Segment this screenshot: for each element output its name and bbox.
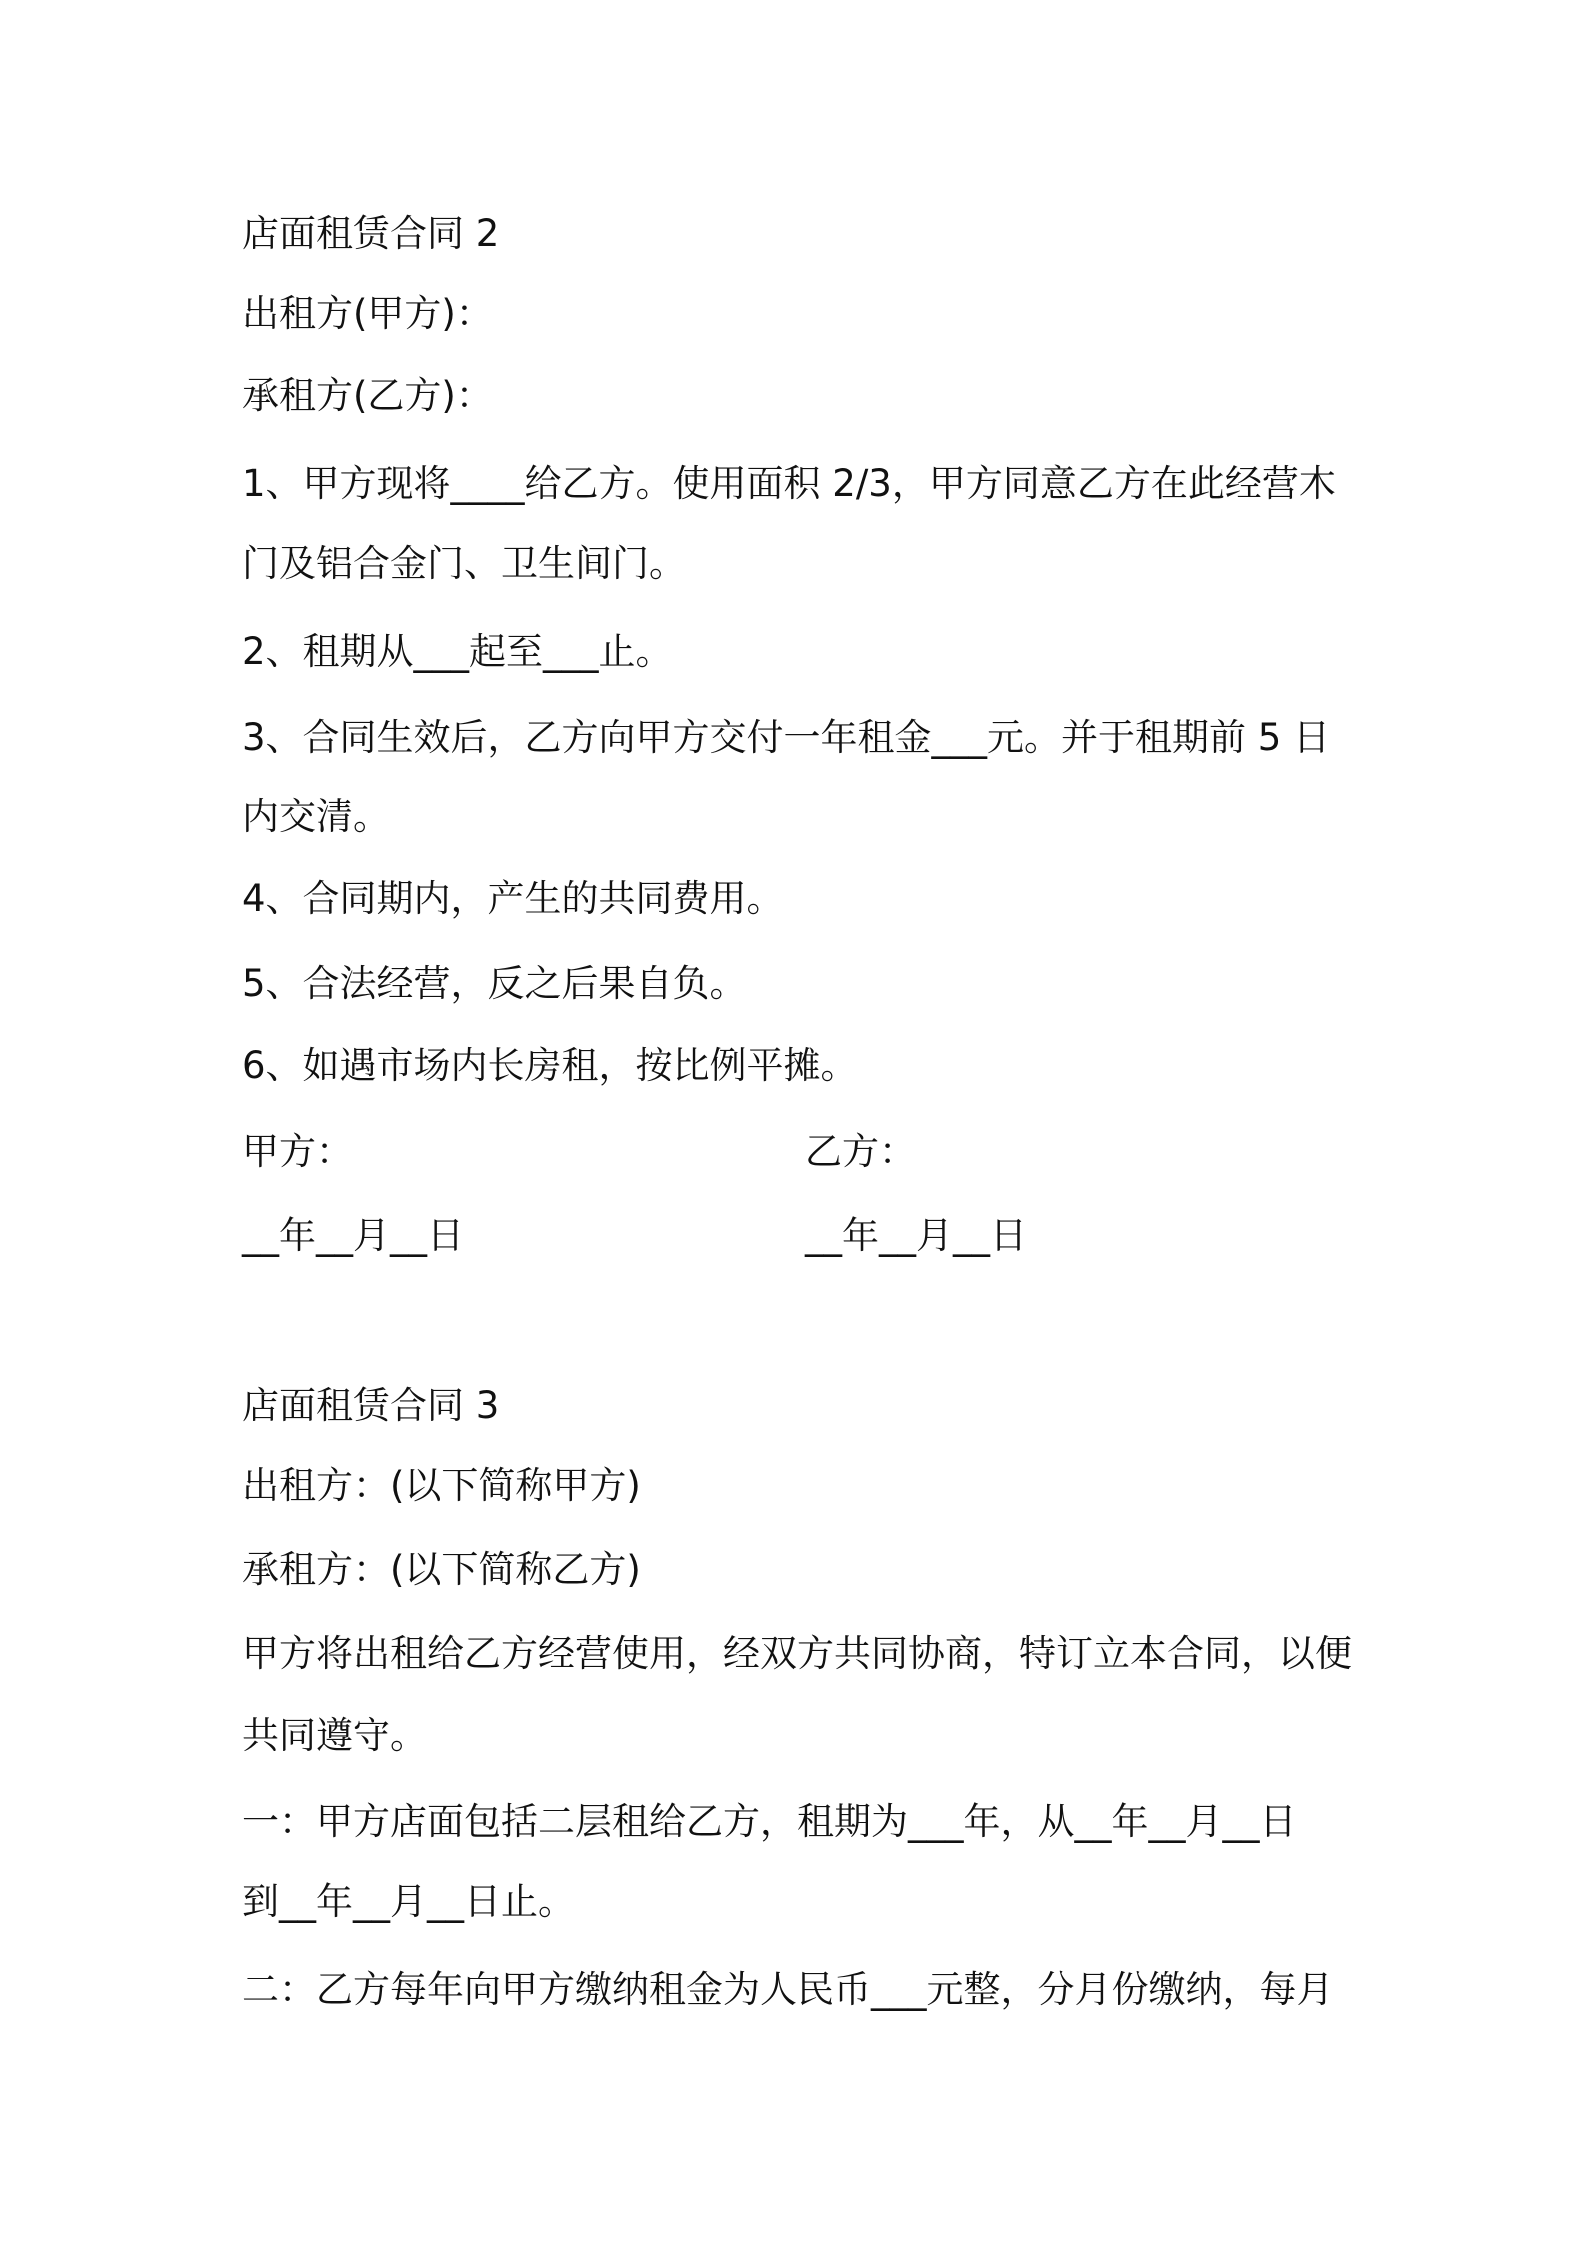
clause5: 5、合法经营，反之后果自负。 [242, 962, 747, 1005]
contract2-title: 店面租赁合同 2 [242, 212, 500, 255]
clause3-line2: 内交清。 [242, 795, 390, 838]
contract2-lessor: 出租方(甲方)： [242, 292, 493, 335]
date-party-b: __年__月__日 [805, 1214, 1027, 1257]
contract3-lessor: 出租方：(以下简称甲方) [242, 1464, 641, 1507]
contract3-intro-line1: 甲方将出租给乙方经营使用，经双方共同协商，特订立本合同，以便 [242, 1632, 1352, 1675]
clause6: 6、如遇市场内长房租，按比例平摊。 [242, 1044, 858, 1087]
article2-line1: 二：乙方每年向甲方缴纳租金为人民币___元整，分月份缴纳，每月 [242, 1968, 1334, 2011]
contract3-lessee: 承租方：(以下简称乙方) [242, 1548, 641, 1591]
clause2: 2、租期从___起至___止。 [242, 630, 673, 673]
signature-party-a: 甲方： [242, 1130, 353, 1173]
clause1-line1: 1、甲方现将____给乙方。使用面积 2/3，甲方同意乙方在此经营木 [242, 462, 1336, 505]
clause1-line2: 门及铝合金门、卫生间门。 [242, 542, 686, 585]
clause4: 4、合同期内，产生的共同费用。 [242, 877, 784, 920]
date-party-a: __年__月__日 [242, 1214, 464, 1257]
contract3-intro-line2: 共同遵守。 [242, 1714, 427, 1757]
article1-line1: 一：甲方店面包括二层租给乙方，租期为___年，从__年__月__日 [242, 1800, 1297, 1843]
signature-party-b: 乙方： [805, 1130, 916, 1173]
contract3-title: 店面租赁合同 3 [242, 1384, 500, 1427]
article1-line2: 到__年__月__日止。 [242, 1880, 575, 1923]
clause3-line1: 3、合同生效后，乙方向甲方交付一年租金___元。并于租期前 5 日 [242, 716, 1331, 759]
contract2-lessee: 承租方(乙方)： [242, 374, 493, 417]
